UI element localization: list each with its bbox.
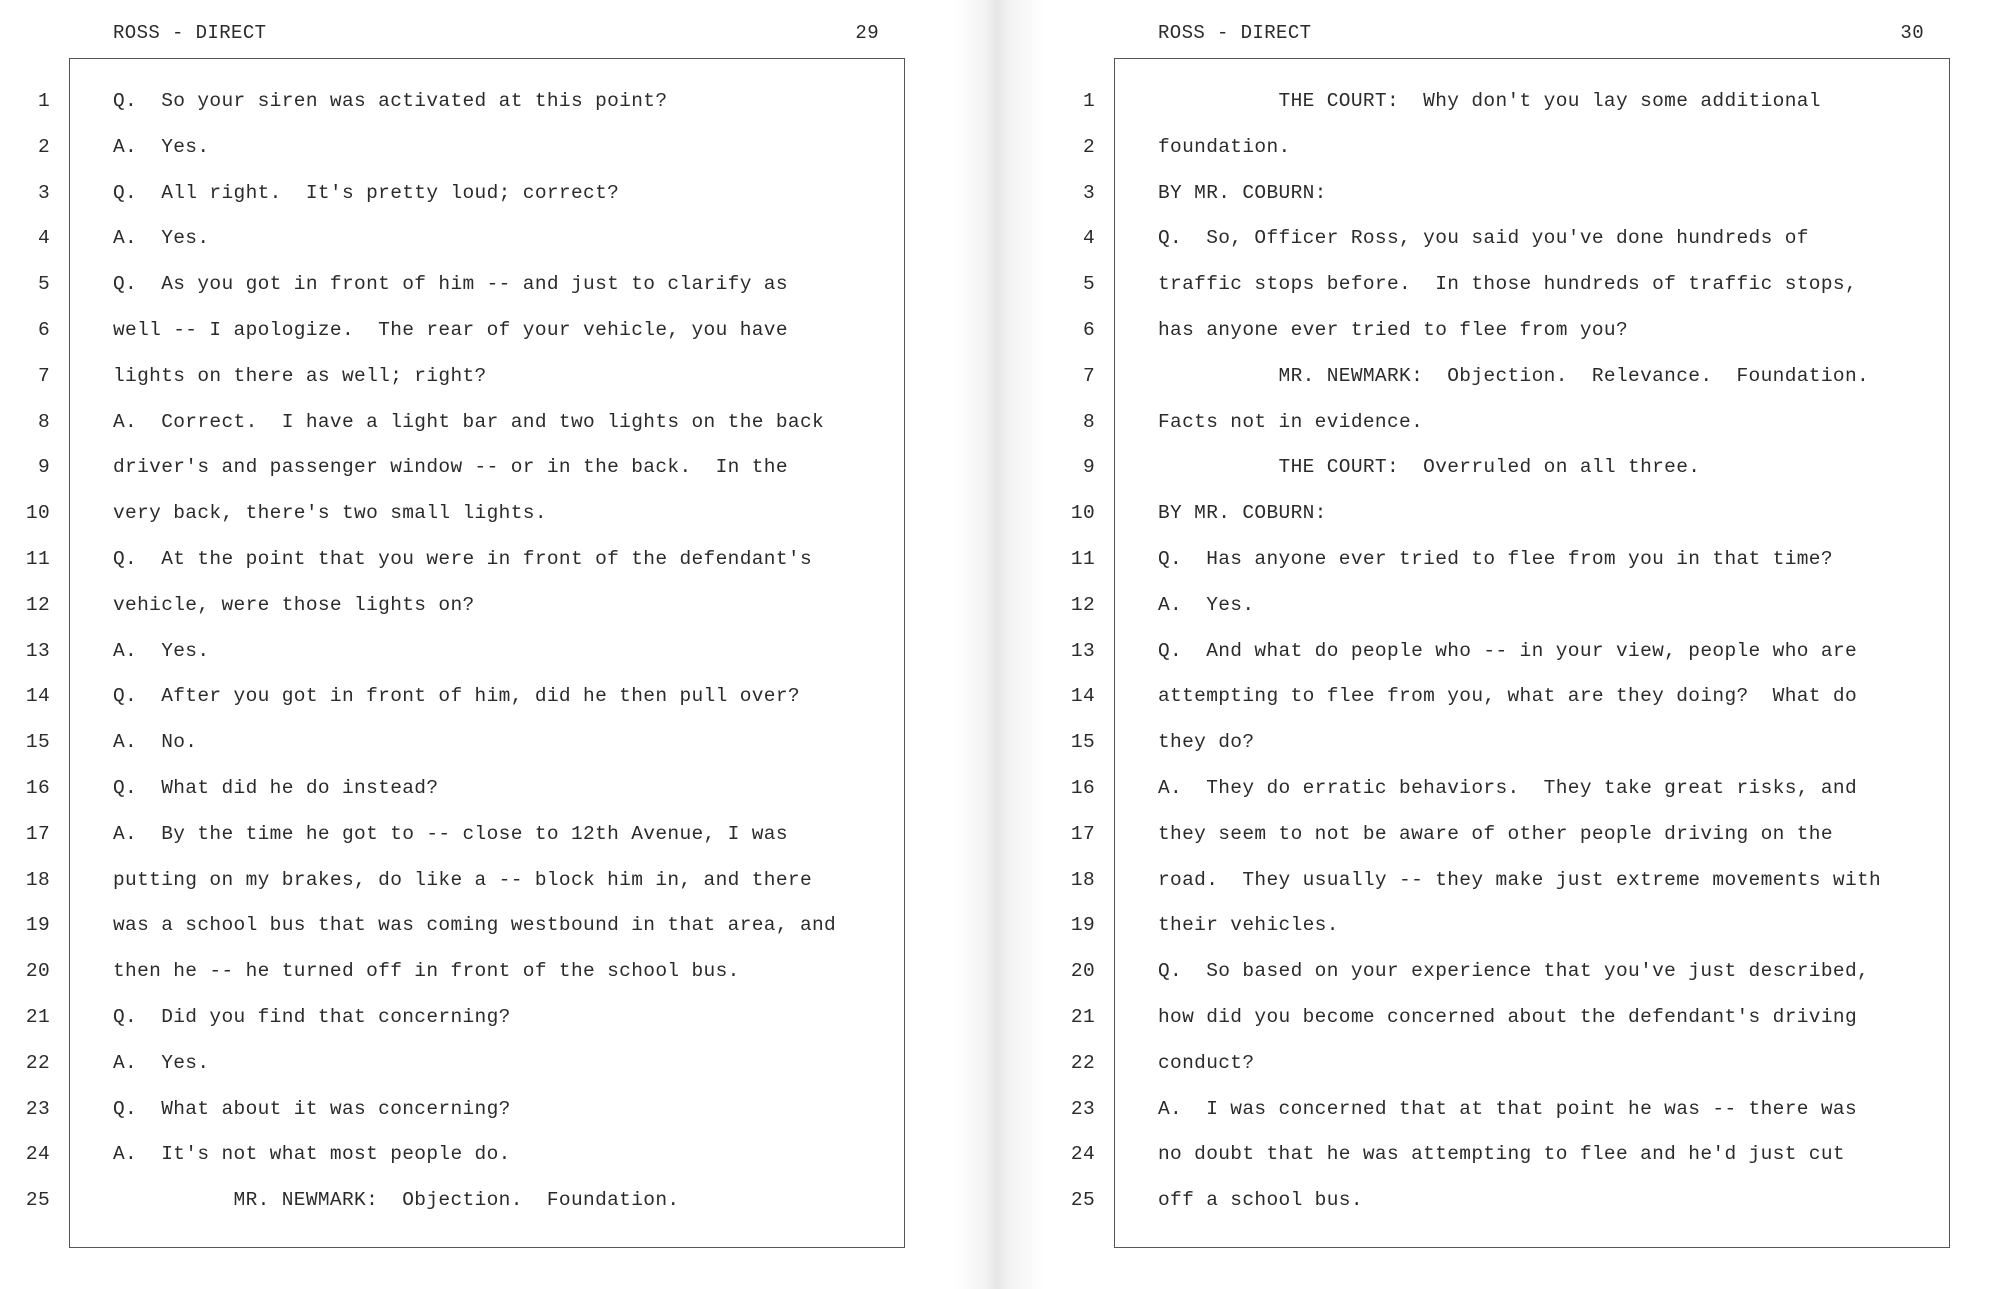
transcript-line bbox=[0, 356, 955, 402]
line-number: 2 bbox=[1082, 135, 1095, 158]
line-text: vehicle, were those lights on? bbox=[113, 593, 475, 616]
line-number: 16 bbox=[1070, 776, 1095, 799]
line-number: 19 bbox=[25, 914, 50, 937]
transcript-line bbox=[0, 951, 955, 997]
transcript-line bbox=[0, 127, 955, 173]
line-text: Q. Has anyone ever tried to flee from you in that time? bbox=[1158, 547, 1833, 570]
line-text: Q. What did he do instead? bbox=[113, 776, 439, 799]
transcript-page-left bbox=[0, 0, 955, 1289]
line-number: 1 bbox=[37, 90, 50, 112]
witness-header: ROSS - DIRECT bbox=[113, 22, 267, 44]
transcript-line bbox=[1045, 1180, 2000, 1226]
line-text: A. Yes. bbox=[1158, 593, 1255, 616]
line-text: off a school bus. bbox=[1158, 1189, 1363, 1212]
line-number: 12 bbox=[1070, 593, 1095, 616]
line-number: 14 bbox=[25, 685, 50, 708]
line-text: driver's and passenger window -- or in the back. In the bbox=[113, 456, 788, 479]
transcript-page-right bbox=[1045, 0, 2000, 1289]
line-number: 10 bbox=[25, 502, 50, 525]
transcript-line bbox=[1045, 402, 2000, 448]
transcript-line bbox=[1045, 310, 2000, 356]
line-text: Q. So, Officer Ross, you said you've done hundreds of bbox=[1158, 227, 1809, 250]
transcript-line bbox=[0, 539, 955, 585]
line-number: 23 bbox=[25, 1097, 50, 1120]
line-number: 20 bbox=[25, 960, 50, 983]
line-number: 2 bbox=[37, 135, 50, 158]
line-text: A. I was concerned that at that point he was -- there was bbox=[1158, 1097, 1858, 1120]
transcript-line bbox=[1045, 173, 2000, 219]
line-number: 14 bbox=[1070, 685, 1095, 708]
transcript-line bbox=[1045, 768, 2000, 814]
transcript-line bbox=[0, 402, 955, 448]
transcript-line bbox=[0, 1043, 955, 1089]
line-number: 13 bbox=[1070, 639, 1095, 662]
line-number: 5 bbox=[37, 273, 50, 296]
line-number: 23 bbox=[1070, 1097, 1095, 1120]
line-number: 25 bbox=[25, 1189, 50, 1212]
transcript-line bbox=[1045, 493, 2000, 539]
line-number: 12 bbox=[25, 593, 50, 616]
transcript-line bbox=[0, 1134, 955, 1180]
line-text: how did you become concerned about the defendant's driving bbox=[1158, 1005, 1858, 1028]
line-number: 11 bbox=[25, 547, 50, 570]
line-text: well -- I apologize. The rear of your vehicle, you have bbox=[113, 318, 788, 341]
line-text: foundation. bbox=[1158, 135, 1291, 158]
line-text: Q. So your siren was activated at this point? bbox=[113, 90, 668, 112]
line-number: 5 bbox=[1082, 273, 1095, 296]
line-text: A. Yes. bbox=[113, 227, 210, 250]
transcript-line bbox=[1045, 264, 2000, 310]
line-text: MR. NEWMARK: Objection. Foundation. bbox=[113, 1189, 680, 1212]
transcript-line bbox=[0, 676, 955, 722]
transcript-line bbox=[1045, 1134, 2000, 1180]
line-number: 15 bbox=[1070, 731, 1095, 754]
transcript-line bbox=[0, 585, 955, 631]
transcript-line bbox=[1045, 127, 2000, 173]
page-header bbox=[113, 22, 879, 44]
transcript-lines bbox=[0, 81, 955, 1226]
page-number: 29 bbox=[855, 22, 879, 44]
line-number: 25 bbox=[1070, 1189, 1095, 1212]
transcript-line bbox=[0, 1089, 955, 1135]
line-text: road. They usually -- they make just extreme movements with bbox=[1158, 868, 1882, 891]
line-number: 9 bbox=[37, 456, 50, 479]
page-gutter bbox=[955, 0, 1045, 1289]
line-text: conduct? bbox=[1158, 1051, 1255, 1074]
transcript-line bbox=[0, 264, 955, 310]
line-number: 9 bbox=[1082, 456, 1095, 479]
line-text: they seem to not be aware of other people driving on the bbox=[1158, 822, 1833, 845]
line-text: has anyone ever tried to flee from you? bbox=[1158, 318, 1629, 341]
line-number: 4 bbox=[1082, 227, 1095, 250]
line-number: 8 bbox=[37, 410, 50, 433]
transcript-line bbox=[0, 1180, 955, 1226]
page-number: 30 bbox=[1900, 22, 1924, 44]
transcript-line bbox=[1045, 951, 2000, 997]
line-text: A. Yes. bbox=[113, 1051, 210, 1074]
line-number: 18 bbox=[1070, 868, 1095, 891]
transcript-line bbox=[0, 860, 955, 906]
transcript-line bbox=[1045, 81, 2000, 127]
transcript-line bbox=[1045, 905, 2000, 951]
line-text: putting on my brakes, do like a -- block him in, and there bbox=[113, 868, 813, 891]
line-number: 17 bbox=[1070, 822, 1095, 845]
line-text: Q. At the point that you were in front of the defendant's bbox=[113, 547, 813, 570]
line-number: 16 bbox=[25, 776, 50, 799]
line-number: 19 bbox=[1070, 914, 1095, 937]
transcript-lines bbox=[1045, 81, 2000, 1226]
line-text: THE COURT: Why don't you lay some additional bbox=[1158, 90, 1821, 112]
line-number: 7 bbox=[1082, 364, 1095, 387]
line-number: 22 bbox=[1070, 1051, 1095, 1074]
line-text: Q. And what do people who -- in your view, people who are bbox=[1158, 639, 1858, 662]
transcript-line bbox=[1045, 218, 2000, 264]
transcript-line bbox=[1045, 860, 2000, 906]
transcript-line bbox=[0, 814, 955, 860]
line-text: they do? bbox=[1158, 731, 1255, 754]
transcript-line bbox=[1045, 1089, 2000, 1135]
line-text: lights on there as well; right? bbox=[113, 364, 487, 387]
line-text: Facts not in evidence. bbox=[1158, 410, 1424, 433]
transcript-line bbox=[0, 218, 955, 264]
line-number: 11 bbox=[1070, 547, 1095, 570]
line-text: Q. All right. It's pretty loud; correct? bbox=[113, 181, 620, 204]
transcript-line bbox=[1045, 722, 2000, 768]
line-text: A. They do erratic behaviors. They take great risks, and bbox=[1158, 776, 1858, 799]
line-number: 20 bbox=[1070, 960, 1095, 983]
line-number: 17 bbox=[25, 822, 50, 845]
transcript-line bbox=[1045, 356, 2000, 402]
transcript-line bbox=[1045, 676, 2000, 722]
line-number: 21 bbox=[1070, 1005, 1095, 1028]
transcript-line bbox=[0, 722, 955, 768]
transcript-line bbox=[0, 631, 955, 677]
page-header bbox=[1158, 22, 1924, 44]
transcript-line bbox=[0, 310, 955, 356]
line-number: 3 bbox=[1082, 181, 1095, 204]
line-number: 18 bbox=[25, 868, 50, 891]
transcript-line bbox=[1045, 1043, 2000, 1089]
line-number: 7 bbox=[37, 364, 50, 387]
transcript-line bbox=[0, 81, 955, 127]
line-text: then he -- he turned off in front of the school bus. bbox=[113, 960, 740, 983]
line-text: A. By the time he got to -- close to 12th Avenue, I was bbox=[113, 822, 788, 845]
line-number: 22 bbox=[25, 1051, 50, 1074]
line-text: their vehicles. bbox=[1158, 914, 1339, 937]
transcript-line bbox=[0, 173, 955, 219]
transcript-line bbox=[0, 997, 955, 1043]
line-number: 3 bbox=[37, 181, 50, 204]
transcript-line bbox=[0, 768, 955, 814]
transcript-line bbox=[1045, 447, 2000, 493]
transcript-line bbox=[1045, 539, 2000, 585]
line-number: 6 bbox=[37, 318, 50, 341]
line-text: traffic stops before. In those hundreds of traffic stops, bbox=[1158, 273, 1858, 296]
transcript-line bbox=[1045, 631, 2000, 677]
line-text: A. Correct. I have a light bar and two lights on the back bbox=[113, 410, 825, 433]
line-number: 24 bbox=[1070, 1143, 1095, 1166]
line-text: Q. After you got in front of him, did he then pull over? bbox=[113, 685, 800, 708]
transcript-line bbox=[0, 905, 955, 951]
transcript-line bbox=[1045, 997, 2000, 1043]
transcript-line bbox=[0, 447, 955, 493]
transcript-line bbox=[1045, 585, 2000, 631]
line-text: THE COURT: Overruled on all three. bbox=[1158, 456, 1701, 479]
line-text: A. Yes. bbox=[113, 639, 210, 662]
line-text: no doubt that he was attempting to flee and he'd just cut bbox=[1158, 1143, 1845, 1166]
line-text: BY MR. COBURN: bbox=[1158, 502, 1327, 525]
line-text: Q. What about it was concerning? bbox=[113, 1097, 511, 1120]
line-text: A. Yes. bbox=[113, 135, 210, 158]
line-number: 10 bbox=[1070, 502, 1095, 525]
line-text: very back, there's two small lights. bbox=[113, 502, 547, 525]
line-text: attempting to flee from you, what are they doing? What do bbox=[1158, 685, 1858, 708]
line-text: Q. Did you find that concerning? bbox=[113, 1005, 511, 1028]
line-number: 1 bbox=[1082, 90, 1095, 112]
line-number: 21 bbox=[25, 1005, 50, 1028]
line-number: 4 bbox=[37, 227, 50, 250]
line-number: 15 bbox=[25, 731, 50, 754]
transcript-line bbox=[0, 493, 955, 539]
line-number: 6 bbox=[1082, 318, 1095, 341]
witness-header: ROSS - DIRECT bbox=[1158, 22, 1312, 44]
line-number: 8 bbox=[1082, 410, 1095, 433]
line-text: Q. As you got in front of him -- and just to clarify as bbox=[113, 273, 788, 296]
line-number: 13 bbox=[25, 639, 50, 662]
line-text: MR. NEWMARK: Objection. Relevance. Foundation. bbox=[1158, 364, 1870, 387]
line-text: BY MR. COBURN: bbox=[1158, 181, 1327, 204]
line-number: 24 bbox=[25, 1143, 50, 1166]
transcript-line bbox=[1045, 814, 2000, 860]
line-text: was a school bus that was coming westbound in that area, and bbox=[113, 914, 837, 937]
line-text: A. No. bbox=[113, 731, 198, 754]
line-text: Q. So based on your experience that you've just described, bbox=[1158, 960, 1870, 983]
line-text: A. It's not what most people do. bbox=[113, 1143, 511, 1166]
